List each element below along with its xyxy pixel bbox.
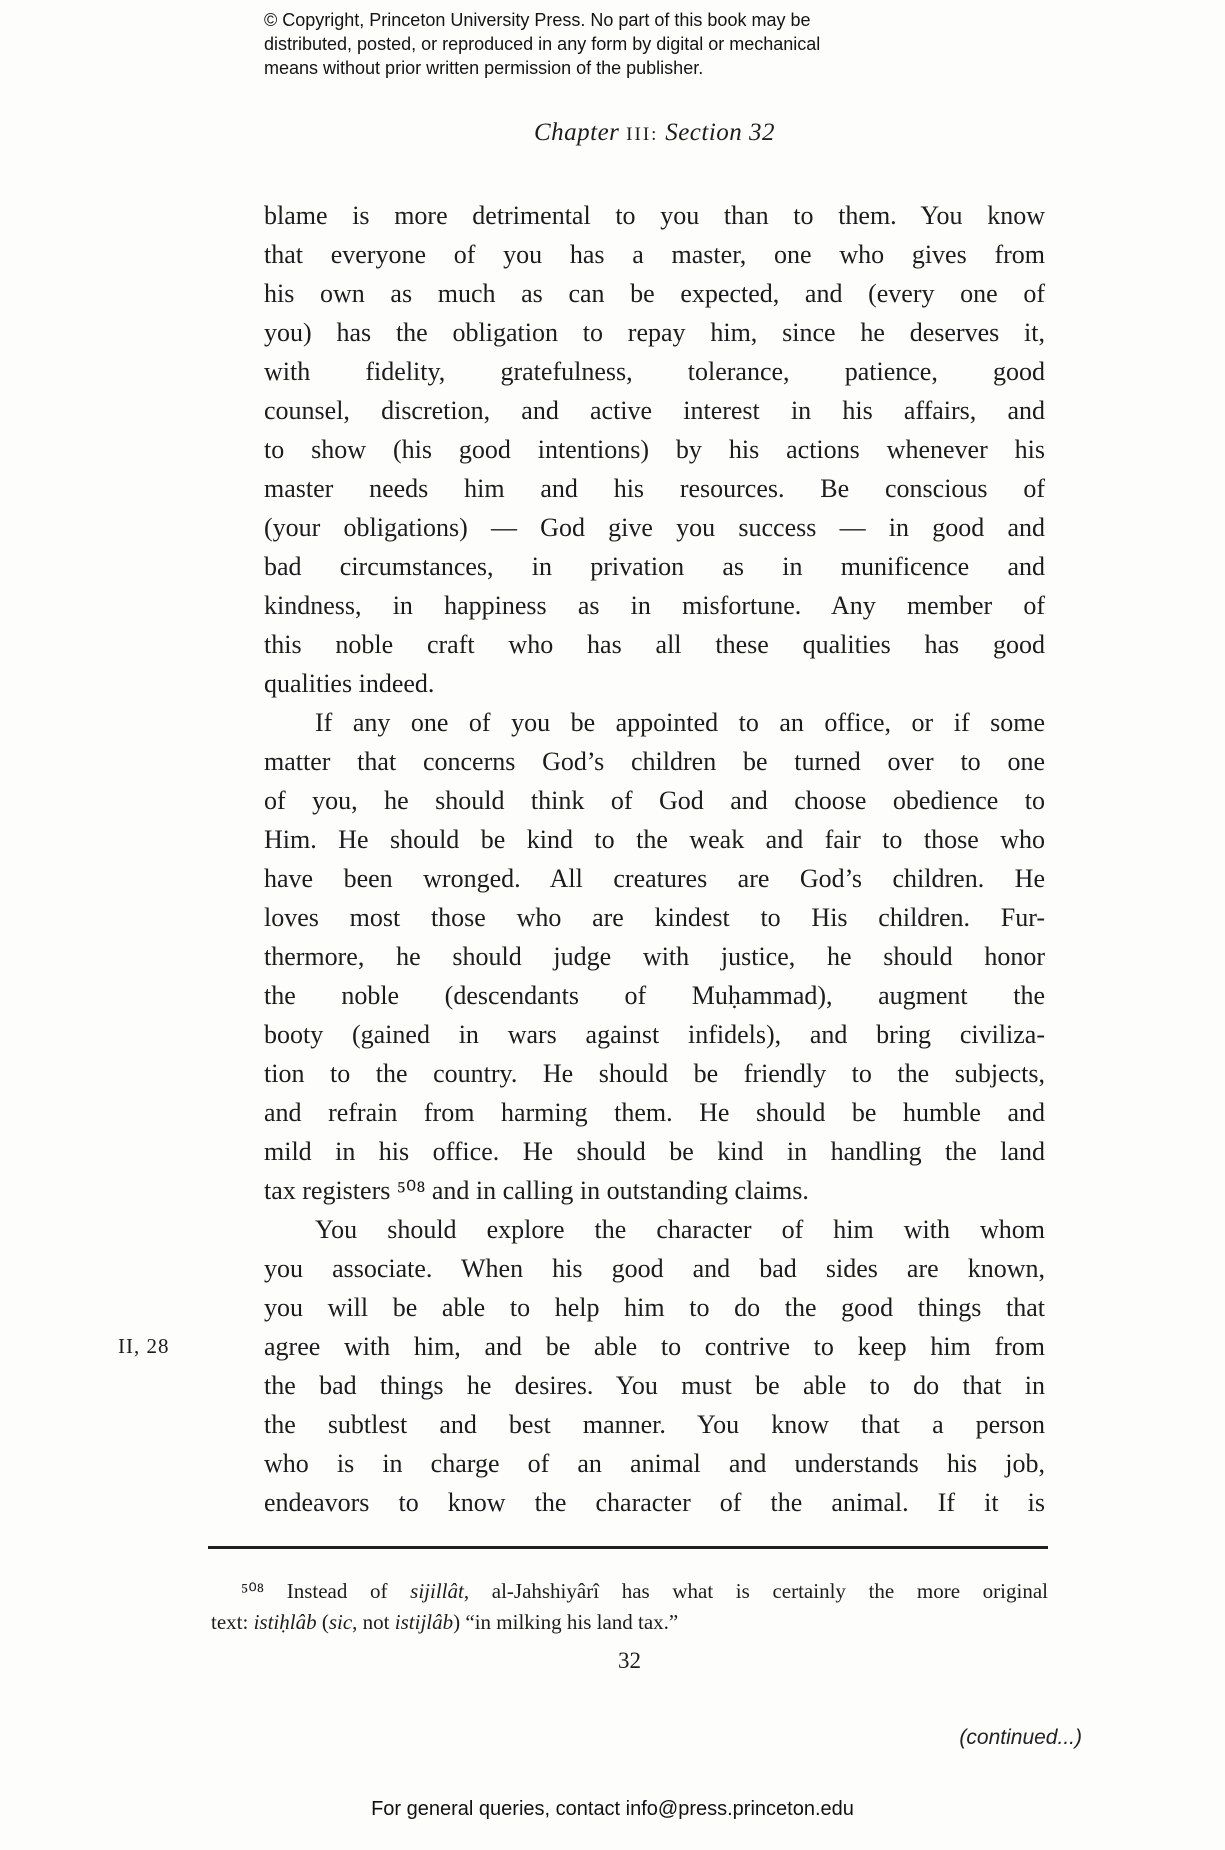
text-segment: ) “in milking his land tax.”	[453, 1610, 679, 1634]
text-segment: text:	[211, 1610, 254, 1634]
italic-term: istiḥlâb	[253, 1610, 317, 1634]
text-line: thermore, he should judge with justice, he should honor	[264, 942, 1045, 971]
text-line: you) has the obligation to repay him, since he deserves it,	[264, 318, 1045, 347]
text-line: the subtlest and best manner. You know that a person	[264, 1410, 1045, 1439]
text-segment: , al-Jahshiyârî has what is certainly the more original	[463, 1579, 1048, 1603]
chapter-numeral: III:	[626, 124, 659, 145]
text-line: means without prior written permission of the publisher.	[264, 58, 704, 78]
footer-contact: For general queries, contact info@press.princeton.edu	[371, 1798, 854, 1820]
text-line: kindness, in happiness as in misfortune. Any member of	[264, 591, 1045, 620]
text-line: to show (his good intentions) by his actions whenever his	[264, 435, 1045, 464]
text-line: agree with him, and be able to contrive to keep him from	[264, 1332, 1045, 1361]
chapter-heading	[264, 118, 1045, 150]
copyright-notice	[264, 8, 884, 80]
text-line: master needs him and his resources. Be conscious of	[264, 474, 1045, 503]
footnote-line-2	[211, 1607, 1048, 1638]
text-line: this noble craft who has all these qualities has good	[264, 630, 1045, 659]
text-line: tax registers ⁵⁰⁸ and in calling in outstanding claims.	[264, 1176, 809, 1205]
text-line: and refrain from harming them. He should be humble and	[264, 1098, 1045, 1127]
text-line: endeavors to know the character of the animal. If it is	[264, 1488, 1045, 1517]
italic-term: sic	[328, 1610, 353, 1634]
paragraph-1	[264, 196, 1045, 703]
text-line: blame is more detrimental to you than to them. You know	[264, 201, 1045, 230]
text-line: (your obligations) — God give you success — in good and	[264, 513, 1045, 542]
text-line: qualities indeed.	[264, 669, 435, 698]
page-number: 32	[618, 1648, 641, 1673]
text-line: If any one of you be appointed to an office, or if some	[315, 708, 1045, 737]
text-line: You should explore the character of him with whom	[315, 1215, 1045, 1244]
chapter-word: Chapter	[533, 119, 627, 146]
text-line: loves most those who are kindest to His children. Fur-	[264, 903, 1045, 932]
paragraph-3	[264, 1210, 1045, 1522]
text-line: booty (gained in wars against infidels), and bring civiliza-	[264, 1020, 1045, 1049]
paragraph-2	[264, 703, 1045, 1210]
italic-term: sijillât	[410, 1579, 464, 1603]
text-line: you will be able to help him to do the good things that	[264, 1293, 1045, 1322]
text-segment: ⁵⁰⁸ Instead of	[241, 1579, 411, 1603]
text-line: © Copyright, Princeton University Press. No part of this book may be	[264, 10, 811, 30]
text-line: tion to the country. He should be friendly to the subjects,	[264, 1059, 1045, 1088]
text-line: the bad things he desires. You must be able to do that in	[264, 1371, 1045, 1400]
text-line: of you, he should think of God and choose obedience to	[264, 786, 1045, 815]
section-label: Section 32	[658, 119, 776, 146]
footnote-line-1	[211, 1576, 1048, 1607]
body-text	[264, 196, 1045, 1522]
text-line: have been wronged. All creatures are God’s children. He	[264, 864, 1045, 893]
text-segment: , not	[352, 1610, 395, 1634]
text-line: bad circumstances, in privation as in munificence and	[264, 552, 1045, 581]
text-line: his own as much as can be expected, and (every one of	[264, 279, 1045, 308]
text-line: counsel, discretion, and active interest in his affairs, and	[264, 396, 1045, 425]
text-line: who is in charge of an animal and understands his job,	[264, 1449, 1045, 1478]
footnote	[211, 1576, 1048, 1638]
text-line: Him. He should be kind to the weak and fair to those who	[264, 825, 1045, 854]
text-line: the noble (descendants of Muḥammad), augment the	[264, 981, 1045, 1010]
text-line: mild in his office. He should be kind in handling the land	[264, 1137, 1045, 1166]
text-line: matter that concerns God’s children be turned over to one	[264, 747, 1045, 776]
footnote-rule	[208, 1546, 1048, 1549]
continued-marker: (continued...)	[959, 1726, 1082, 1749]
italic-term: istijlâb	[394, 1610, 454, 1634]
text-segment: (	[316, 1610, 329, 1634]
text-line: distributed, posted, or reproduced in any form by digital or mechanical	[264, 34, 821, 54]
text-line: that everyone of you has a master, one who gives from	[264, 240, 1045, 269]
text-line: with fidelity, gratefulness, tolerance, patience, good	[264, 357, 1045, 386]
margin-note: II, 28	[118, 1334, 170, 1358]
text-line: you associate. When his good and bad sides are known,	[264, 1254, 1045, 1283]
